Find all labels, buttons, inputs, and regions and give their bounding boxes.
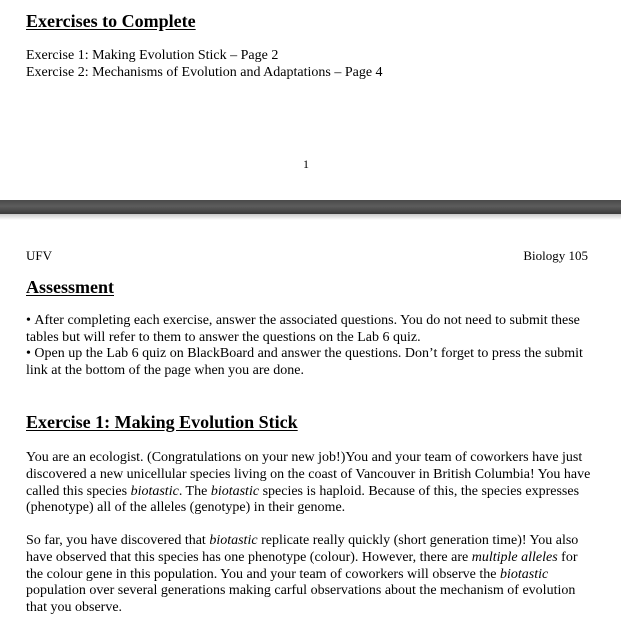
assessment-bullet-1: • After completing each exercise, answer the associated questions. You do not need to submit these tables but will refer to them to answer the questions on the Lab 6 quiz. bbox=[26, 313, 592, 347]
exercise-1-line: Exercise 1: Making Evolution Stick – Page 2 bbox=[26, 48, 279, 63]
page-separator bbox=[0, 200, 621, 214]
exercise-2-line: Exercise 2: Mechanisms of Evolution and Adaptations – Page 4 bbox=[26, 65, 383, 80]
exercises-heading: Exercises to Complete bbox=[26, 11, 196, 31]
assessment-heading: Assessment bbox=[26, 277, 114, 297]
document-page-2 bbox=[0, 220, 621, 626]
header-left: UFV bbox=[26, 248, 53, 263]
page-number: 1 bbox=[303, 157, 309, 171]
document-page-1 bbox=[0, 0, 621, 200]
paragraph-2: So far, you have discovered that biotastic replicate really quickly (short generation time)! You also have observed that this species has one phenotype (colour). However, there are multiple alleles for the colour gene in this population. You and your team of coworkers will observe the biotastic population over several generations making carful observations about the mechanism of evolution that you observe. bbox=[26, 533, 579, 616]
exercise-1-heading: Exercise 1: Making Evolution Stick bbox=[26, 412, 298, 432]
paragraph-1: You are an ecologist. (Congratulations on your new job!)You and your team of coworkers have just discovered a new unicellular species living on the coast of Vancouver in British Columbia! You have called this species biotastic. The biotastic species is haploid. Because of this, the species expresses (phenotype) all of the alleles (genotype) in their genome. bbox=[26, 450, 591, 516]
assessment-bullet-2: • Open up the Lab 6 quiz on BlackBoard and answer the questions. Don’t forget to press the submit link at the bottom of the page when you are done. bbox=[26, 346, 592, 380]
header-right: Biology 105 bbox=[523, 248, 588, 263]
